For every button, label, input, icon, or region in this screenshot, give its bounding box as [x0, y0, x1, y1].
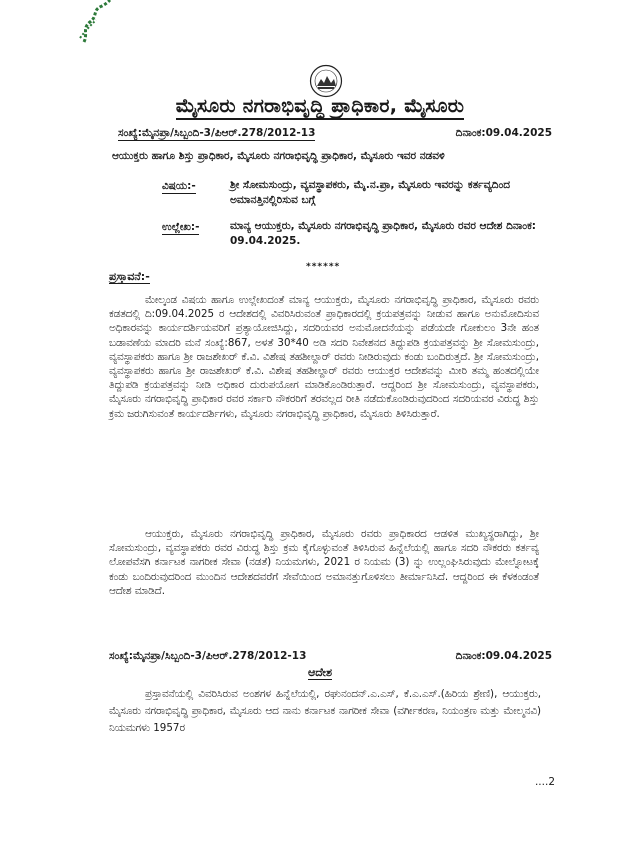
paragraph-text: ಪ್ರಸ್ತಾವನೆಯಲ್ಲಿ ವಿವರಿಸಿರುವ ಅಂಶಗಳ ಹಿನ್ನೆಲೆಯಲ್ಲಿ, ರಘುನಂದನ್.ಎ.ಎಸ್, ಕೆ.ಎ.ಎಸ್.(ಹಿರಿಯ ಶ್ರೇಣಿ), ಆಯುಕ್ತರು, ಮೈಸೂರು ನಗರಾಭಿವೃದ್ಧಿ ಪ್ರಾಧಿಕಾರ, ಮೈಸೂರು ಆದ ನಾನು ಕರ್ನಾಟಕ ನಾಗರೀಕ ಸೇವಾ (ವರ್ಗೀಕರಣ, ನಿಯಂತ್ರಣ ಮತ್ತು ಮೇಲ್ಮನವಿ) ನಿಯಮಗಳು 1957ರ — [109, 688, 541, 734]
order-label: ಆದೇಶ — [307, 666, 332, 679]
decorative-swirl-icon — [78, 0, 112, 44]
preamble-heading — [109, 270, 150, 284]
document-date-repeat: ದಿನಾಂಕ:09.04.2025 — [455, 650, 552, 662]
paragraph-text: ಮೇಲ್ಕಂಡ ವಿಷಯ ಹಾಗೂ ಉಲ್ಲೇಖದಂತೆ ಮಾನ್ಯ ಆಯುಕ್ತರು, ಮೈಸೂರು ನಗರಾಭಿವೃದ್ಧಿ ಪ್ರಾಧಿಕಾರ, ಮೈಸೂರು ರವರು ಕಡತದಲ್ಲಿ ದಿ:09.04.2025 ರ ಆದೇಶದಲ್ಲಿ ವಿವರಿಸಿರುವಂತೆ ಪ್ರಾಧಿಕಾರದಲ್ಲಿ ಕ್ರಯಪತ್ರವನ್ನು ನೀಡುವ ಹಾಗೂ ಅನುಮೋದಿಸುವ ಅಧಿಕಾರವನ್ನು ಕಾರ್ಯದರ್ಶಿಯವರಿಗೆ ಪ್ರತ್ಯಾಯೋಜಿಸಿದ್ದು, ಸದರಿಯವರ ಅನುಮೋದನೆಯನ್ನು ಪಡೆಯದೇ ಗೋಕುಲಂ 3ನೇ ಹಂತ ಬಡಾವಣೆಯ ಮಾದರಿ ಮನೆ ಸಂಖ್ಯೆ:867, ಅಳತೆ 30*40 ಅಡಿ ಸದರಿ ನಿವೇಶನದ ತಿದ್ದುಪಡಿ ಕ್ರಯಪತ್ರವನ್ನು ಶ್ರೀ ಸೋಮಸುಂದ್ರು, ವ್ಯವಸ್ಥಾಪಕರು ಹಾಗೂ ಶ್ರೀ ರಾಜಶೇಖರ್ ಕೆ.ವಿ. ವಿಶೇಷ ತಹಶೀಲ್ದಾರ್ ರವರು ನೀಡಿರುವುದು ಕಂಡು ಬಂದಿರುತ್ತದೆ. ಶ್ರೀ ಸೋಮಸುಂದ್ರು, ವ್ಯವಸ್ಥಾಪಕರು ಹಾಗೂ ಶ್ರೀ ರಾಜಶೇಖರ್ ಕೆ.ವಿ. ವಿಶೇಷ ತಹಶೀಲ್ದಾರ್ ರವರು ಆಯುಕ್ತರ ಆದೇಶವನ್ನು ಮೀರಿ ತಮ್ಮ ಹಂತದಲ್ಲಿಯೇ ತಿದ್ದುಪಡಿ ಕ್ರಯಪತ್ರವನ್ನು ನೀಡಿ ಅಧಿಕಾರ ದುರುಪಯೋಗ ಮಾಡಿಕೊಂಡಿರುತ್ತಾರೆ. ಆದ್ದರಿಂದ ಶ್ರೀ ಸೋಮಸುಂದ್ರು, ವ್ಯವಸ್ಥಾಪಕರು, ಮೈಸೂರು ನಗರಾಭಿವೃದ್ಧಿ ಪ್ರಾಧಿಕಾರ ರವರ ಸರ್ಕಾರಿ ನೌಕರರಿಗೆ ತರವಲ್ಲದ ರೀತಿ ನಡೆದುಕೊಂಡಿರುವುದರಿಂದ ಸದರಿಯವರ ವಿರುದ್ಧ ಶಿಸ್ತು ಕ್ರಮ ಜರುಗಿಸುವಂತೆ ಕಾರ್ಯದರ್ಶಿಗಳು, ಮೈಸೂರು ನಗರಾಭಿವೃದ್ಧಿ ಪ್ರಾಧಿಕಾರ, ಮೈಸೂರು ತಿಳಿಸಿರುತ್ತಾರೆ. — [109, 294, 539, 420]
paragraph-text: ಆಯುಕ್ತರು, ಮೈಸೂರು ನಗರಾಭಿವೃದ್ಧಿ ಪ್ರಾಧಿಕಾರ, ಮೈಸೂರು ರವರು ಪ್ರಾಧಿಕಾರದ ಆಡಳಿತ ಮುಖ್ಯಸ್ಥರಾಗಿದ್ದು, ಶ್ರೀ ಸೋಮಸುಂದ್ರು, ವ್ಯವಸ್ಥಾಪಕರು ರವರ ವಿರುದ್ಧ ಶಿಸ್ತು ಕ್ರಮ ಕೈಗೊಳ್ಳುವಂತೆ ತಿಳಿಸಿರುವ ಹಿನ್ನೆಲೆಯಲ್ಲಿ ಹಾಗೂ ಸದರಿ ನೌಕರರು ಕರ್ತವ್ಯ ಲೋಪವೆಸಗಿ ಕರ್ನಾಟಕ ನಾಗರೀಕ ಸೇವಾ (ನಡತೆ) ನಿಯಮಗಳು, 2021 ರ ನಿಯಮ (3) ನ್ನು ಉಲ್ಲಂಘಿಸಿರುವುದು ಮೇಲ್ನೋಟಕ್ಕೆ ಕಂಡು ಬಂದಿರುವುದರಿಂದ ಮುಂದಿನ ಆದೇಶದವರೆಗೆ ಸೇವೆಯಿಂದ ಅಮಾನತ್ತುಗೊಳಿಸಲು ತೀರ್ಮಾನಿಸಿದೆ. ಆದ್ದರಿಂದ ಈ ಕೆಳಕಂಡಂತೆ ಆದೇಶ ಮಾಡಿದೆ. — [109, 528, 539, 597]
preamble-paragraph-1 — [109, 293, 539, 421]
reference-number: ಸಂಖ್ಯೆ:ಮೈನಪ್ರಾ/ಸಿಬ್ಬಂದಿ-3/ಪಿಆರ್.278/2012-13 — [118, 127, 316, 139]
subject-text: ಶ್ರೀ ಸೋಮಸುಂದ್ರು, ವ್ಯವಸ್ಥಾಪಕರು, ಮೈ.ನ.ಪ್ರಾ, ಮೈಸೂರು ಇವರನ್ನು ಕರ್ತವ್ಯದಿಂದ ಅಮಾನತ್ತಿನಲ್ಲಿರಿಸುವ ಬಗ್ಗೆ — [230, 179, 511, 206]
document-title — [0, 95, 640, 117]
separator-stars: ****** — [306, 262, 341, 272]
proceedings-heading: ಆಯುಕ್ತರು ಹಾಗೂ ಶಿಸ್ತು ಪ್ರಾಧಿಕಾರ, ಮೈಸೂರು ನಗರಾಭಿವೃದ್ಧಿ ಪ್ರಾಧಿಕಾರ, ಮೈಸೂರು ಇವರ ನಡವಳಿ — [112, 150, 445, 162]
document-date: ದಿನಾಂಕ:09.04.2025 — [455, 127, 552, 139]
authority-emblem-icon — [309, 64, 343, 98]
preamble-paragraph-2 — [109, 527, 539, 598]
reference-label: ಉಲ್ಲೇಖ:- — [162, 221, 200, 233]
continuation-marker: ....2 — [534, 776, 555, 788]
organisation-name: ಮೈಸೂರು ನಗರಾಭಿವೃದ್ಧಿ ಪ್ರಾಧಿಕಾರ, ಮೈಸೂರು — [176, 95, 464, 120]
subject-label: ವಿಷಯ:- — [162, 180, 196, 192]
order-paragraph — [109, 686, 541, 737]
reference-text: ಮಾನ್ಯ ಆಯುಕ್ತರು, ಮೈಸೂರು ನಗರಾಭಿವೃದ್ಧಿ ಪ್ರಾಧಿಕಾರ, ಮೈಸೂರು ರವರ ಆದೇಶ ದಿನಾಂಕ: 09.04.2025. — [230, 220, 536, 247]
preamble-label: ಪ್ರಸ್ತಾವನೆ:- — [109, 270, 150, 283]
order-heading — [0, 666, 640, 680]
reference-number-repeat: ಸಂಖ್ಯೆ:ಮೈನಪ್ರಾ/ಸಿಬ್ಬಂದಿ-3/ಪಿಆರ್.278/2012-13 — [109, 650, 307, 662]
